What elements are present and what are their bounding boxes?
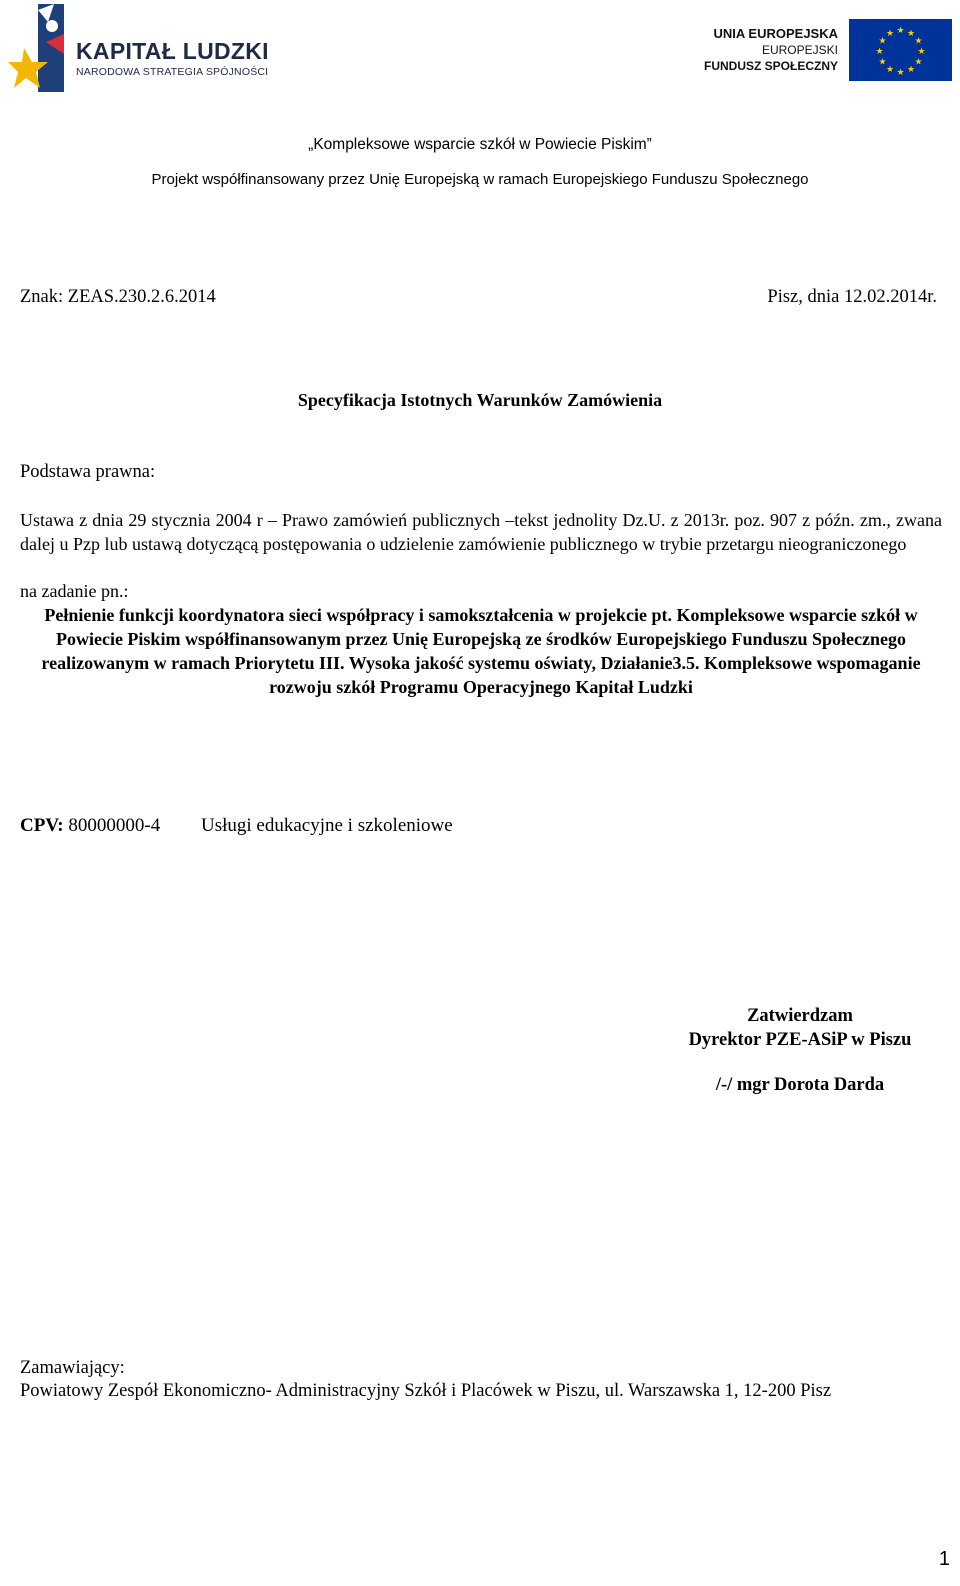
cpv-label: CPV: — [20, 815, 64, 836]
approval-block — [670, 1004, 930, 1052]
kapital-ludzki-subtitle: NARODOWA STRATEGIA SPÓJNOŚCI — [76, 66, 269, 78]
approval-line-2: Dyrektor PZE-ASiP w Piszu — [688, 1030, 912, 1050]
svg-text:★: ★ — [917, 47, 926, 57]
buyer-label: Zamawiający: — [20, 1358, 125, 1378]
task-label: na zadanie pn.: — [20, 581, 129, 601]
document-date: Pisz, dnia 12.02.2014r. — [767, 287, 937, 307]
kapital-ludzki-mark-icon — [8, 4, 68, 94]
approval-signature: /-/ mgr Dorota Darda — [715, 1075, 885, 1095]
task-description: Pełnienie funkcji koordynatora sieci współpracy i samokształcenia w projekcie pt. Kompleksowe wsparcie szkół w Powiecie Piskim współfinansowanym przez Unię Europejską ze środków Europejskiego Funduszu Społecznego realizowanym w ramach Priorytetu III. Wysoka jakość systemu oświaty, Działanie3.5. Kompleksowe wspomaganie rozwoju szkół Programu Operacyjnego Kapitał Ludzki — [41, 605, 921, 697]
approval-line-1: Zatwierdzam — [747, 1006, 853, 1026]
svg-text:★: ★ — [896, 68, 905, 78]
svg-text:★: ★ — [878, 57, 887, 68]
legal-basis-label: Podstawa prawna: — [20, 462, 156, 482]
svg-text:★: ★ — [896, 26, 905, 36]
project-subtitle: Projekt współfinansowany przez Unię Europejską w ramach Europejskiego Funduszu Społecznego — [151, 171, 809, 188]
svg-text:★: ★ — [885, 65, 895, 75]
eu-line-3: FUNDUSZ SPOŁECZNY — [703, 59, 838, 73]
kapital-ludzki-title: KAPITAŁ LUDZKI — [76, 38, 269, 64]
buyer-name: Powiatowy Zespół Ekonomiczno- Administracyjny Szkół i Placówek w Piszu, ul. Warszawska 1, 12-200 Pisz — [20, 1381, 832, 1401]
svg-text:★: ★ — [906, 65, 916, 75]
svg-text:★: ★ — [914, 36, 923, 47]
cpv-description: Usługi edukacyjne i szkoleniowe — [201, 815, 453, 836]
svg-text:★: ★ — [914, 57, 923, 68]
svg-text:★: ★ — [875, 47, 884, 57]
legal-basis-text: Ustawa z dnia 29 stycznia 2004 r – Prawo zamówień publicznych –tekst jednolity Dz.U. z 2013r. poz. 907 z późn. zm., zwana dalej u Pzp lub ustawą dotyczącą postępowania o udzielenie zamówienie publicznego w trybie przetargu nieograniczonego — [20, 510, 942, 554]
svg-text:★: ★ — [878, 36, 887, 47]
kapital-ludzki-logo — [8, 4, 269, 94]
document-title: Specyfikacja Istotnych Warunków Zamówienia — [297, 390, 663, 410]
svg-text:★: ★ — [906, 29, 916, 39]
eu-flag-icon — [849, 19, 952, 81]
cpv-code: 80000000-4 — [68, 815, 161, 836]
cpv-line — [20, 815, 160, 837]
reference-number: Znak: ZEAS.230.2.6.2014 — [20, 287, 216, 307]
page-number: 1 — [938, 1548, 950, 1570]
eu-line-1: UNIA EUROPEJSKA — [713, 26, 838, 41]
project-title: „Kompleksowe wsparcie szkół w Powiecie Piskim” — [308, 136, 652, 153]
eu-logo-text — [704, 26, 838, 74]
svg-text:★: ★ — [885, 29, 895, 39]
eu-line-2: EUROPEJSKI — [761, 43, 838, 57]
